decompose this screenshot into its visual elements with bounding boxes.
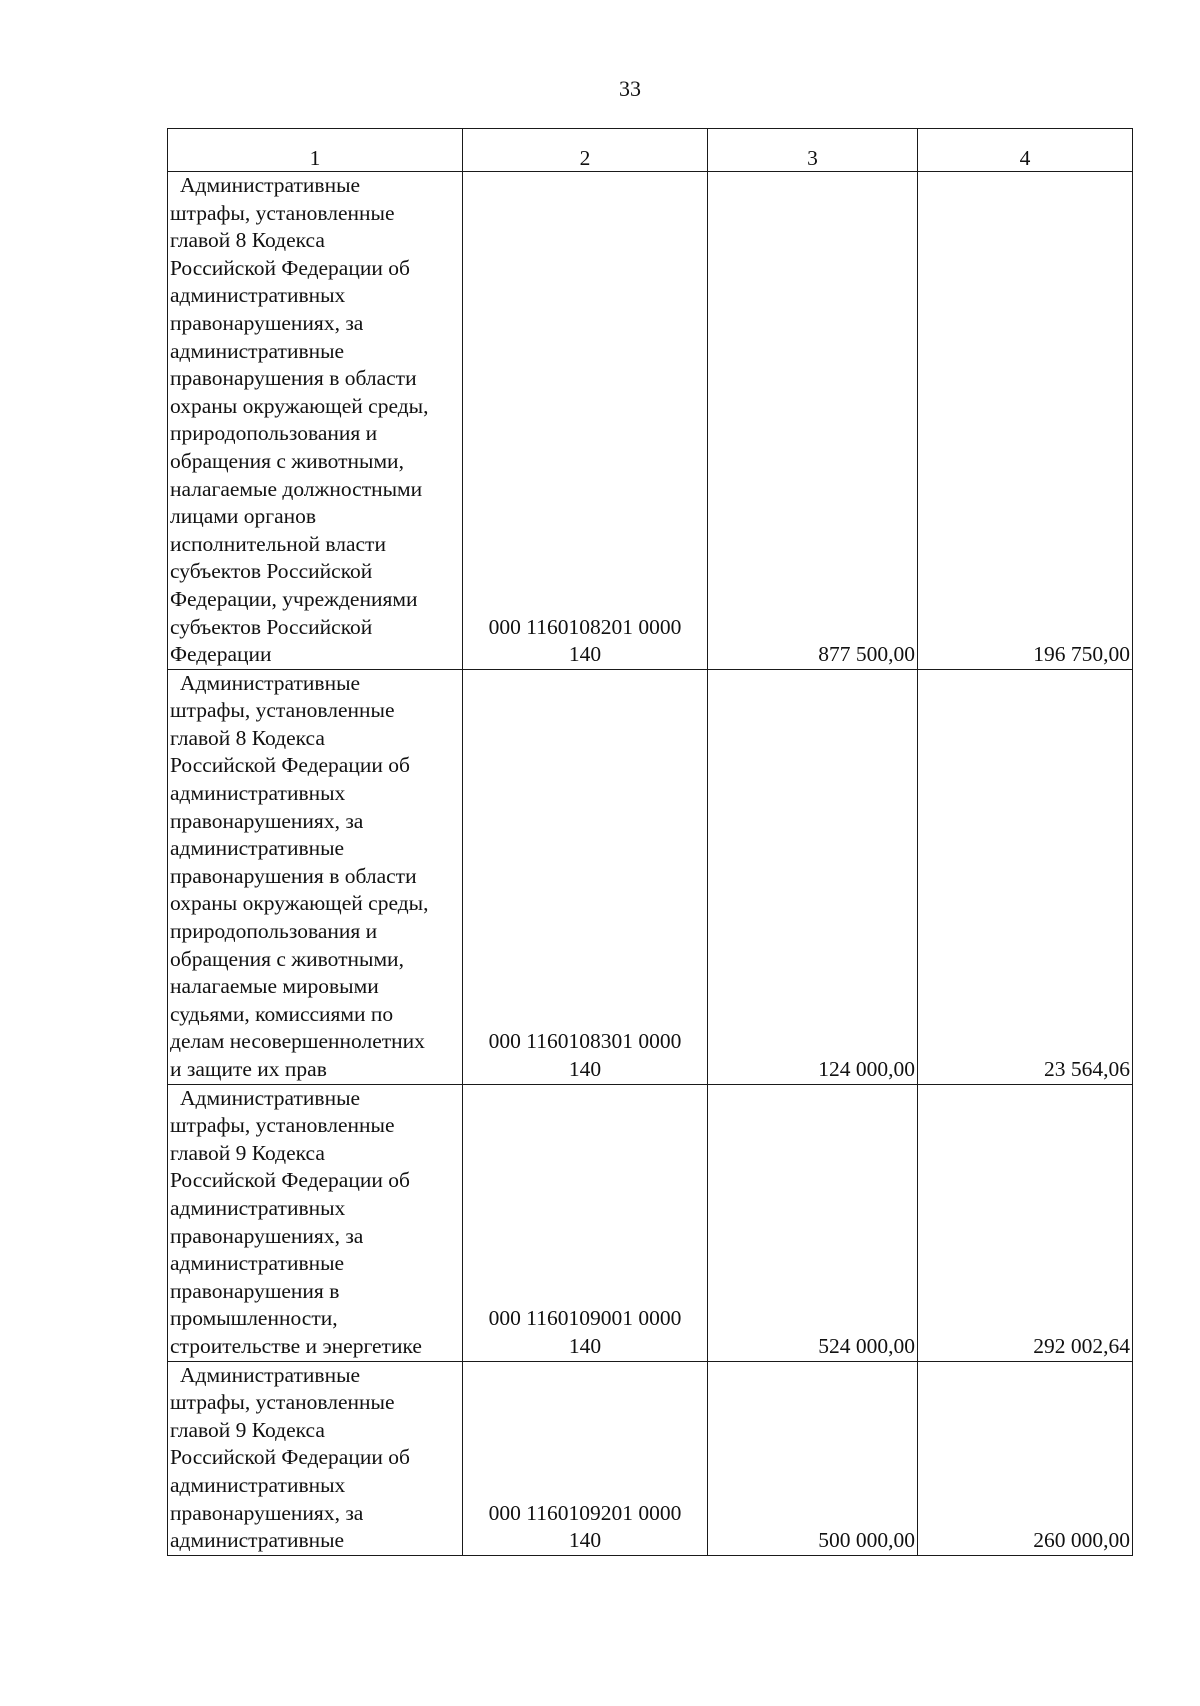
description-line: административные [170, 836, 345, 861]
description-line: административные [170, 338, 345, 363]
description-line: главой 9 Кодекса [170, 1140, 325, 1165]
description-line: Федерации [170, 642, 272, 667]
amount-column-4: 292 002,64 [918, 1084, 1133, 1361]
description-line: правонарушения в области [170, 366, 417, 391]
description-line: Российской Федерации об [170, 1445, 410, 1470]
description-line: Российской Федерации об [170, 1168, 410, 1193]
description-line: правонарушения в [170, 1278, 340, 1303]
amount-column-4: 23 564,06 [918, 669, 1133, 1084]
description-line: судьями, комиссиями по [170, 1001, 394, 1026]
description-line: делам несовершеннолетних [170, 1029, 425, 1054]
description-line: административных [170, 1472, 346, 1497]
description-line: административных [170, 781, 346, 806]
description-line: обращения с животными, [170, 448, 404, 473]
column-header-4: 4 [918, 129, 1133, 172]
table-row [168, 1361, 1133, 1555]
code-line: 140 [568, 1057, 602, 1081]
description-line: промышленности, [170, 1306, 338, 1331]
description-line: лицами органов [170, 504, 317, 529]
code-line: 000 1160108201 0000 [488, 614, 682, 639]
revenue-description [168, 172, 463, 670]
description-line: строительстве и энергетике [170, 1333, 422, 1358]
revenue-description [168, 1361, 463, 1555]
description-line: штрафы, установленные [170, 698, 395, 723]
description-line: Российской Федерации об [170, 255, 410, 280]
amount-column-3: 524 000,00 [708, 1084, 918, 1361]
description-line: штрафы, установленные [170, 200, 395, 225]
revenue-description [168, 1084, 463, 1361]
budget-classification-code [463, 1084, 708, 1361]
column-header-2: 2 [463, 129, 708, 172]
table-row [168, 172, 1133, 670]
description-line: правонарушениях, за [170, 310, 364, 335]
description-line: Российской Федерации об [170, 753, 410, 778]
description-line: Федерации, учреждениями [170, 586, 418, 611]
description-line: и защите их прав [170, 1057, 327, 1081]
description-line: главой 8 Кодекса [170, 228, 325, 253]
description-line: охраны окружающей среды, [170, 393, 429, 418]
code-line: 000 1160109001 0000 [488, 1306, 682, 1331]
table-row [168, 669, 1133, 1084]
description-line: охраны окружающей среды, [170, 891, 429, 916]
budget-classification-code [463, 1361, 708, 1555]
budget-classification-code [463, 172, 708, 670]
code-line: 140 [568, 1333, 602, 1358]
description-line: правонарушениях, за [170, 1500, 364, 1525]
amount-column-3: 124 000,00 [708, 669, 918, 1084]
column-header-3: 3 [708, 129, 918, 172]
description-line: субъектов Российской [170, 559, 373, 584]
amount-column-4: 196 750,00 [918, 172, 1133, 670]
description-line: обращения с животными, [170, 946, 404, 971]
code-line: 140 [568, 1528, 602, 1553]
budget-table [167, 128, 1133, 1556]
description-line: природопользования и [170, 919, 378, 944]
description-line: административных [170, 283, 346, 308]
description-line: Административные [180, 1085, 361, 1110]
description-line: правонарушения в области [170, 863, 417, 888]
description-line: главой 9 Кодекса [170, 1417, 325, 1442]
amount-column-3: 877 500,00 [708, 172, 918, 670]
amount-column-3: 500 000,00 [708, 1361, 918, 1555]
description-line: правонарушениях, за [170, 808, 364, 833]
description-line: административные [170, 1528, 345, 1553]
description-line: Административные [180, 670, 361, 695]
description-line: природопользования и [170, 421, 378, 446]
table-body [168, 172, 1133, 1556]
description-line: налагаемые должностными [170, 476, 423, 501]
description-line: Административные [180, 1362, 361, 1387]
revenue-description [168, 669, 463, 1084]
table-row [168, 1084, 1133, 1361]
column-header-1: 1 [168, 129, 463, 172]
description-line: штрафы, установленные [170, 1113, 395, 1138]
description-line: штрафы, установленные [170, 1390, 395, 1415]
description-line: налагаемые мировыми [170, 974, 379, 999]
description-line: Административные [180, 173, 361, 197]
description-line: административных [170, 1195, 346, 1220]
page-number: 33 [619, 76, 641, 101]
table-header-row [168, 129, 1133, 172]
description-line: административные [170, 1251, 345, 1276]
code-line: 140 [568, 642, 602, 667]
description-line: исполнительной власти [170, 531, 386, 556]
description-line: субъектов Российской [170, 614, 373, 639]
budget-classification-code [463, 669, 708, 1084]
code-line: 000 1160109201 0000 [488, 1500, 682, 1525]
amount-column-4: 260 000,00 [918, 1361, 1133, 1555]
description-line: правонарушениях, за [170, 1223, 364, 1248]
description-line: главой 8 Кодекса [170, 725, 325, 750]
code-line: 000 1160108301 0000 [488, 1029, 682, 1054]
